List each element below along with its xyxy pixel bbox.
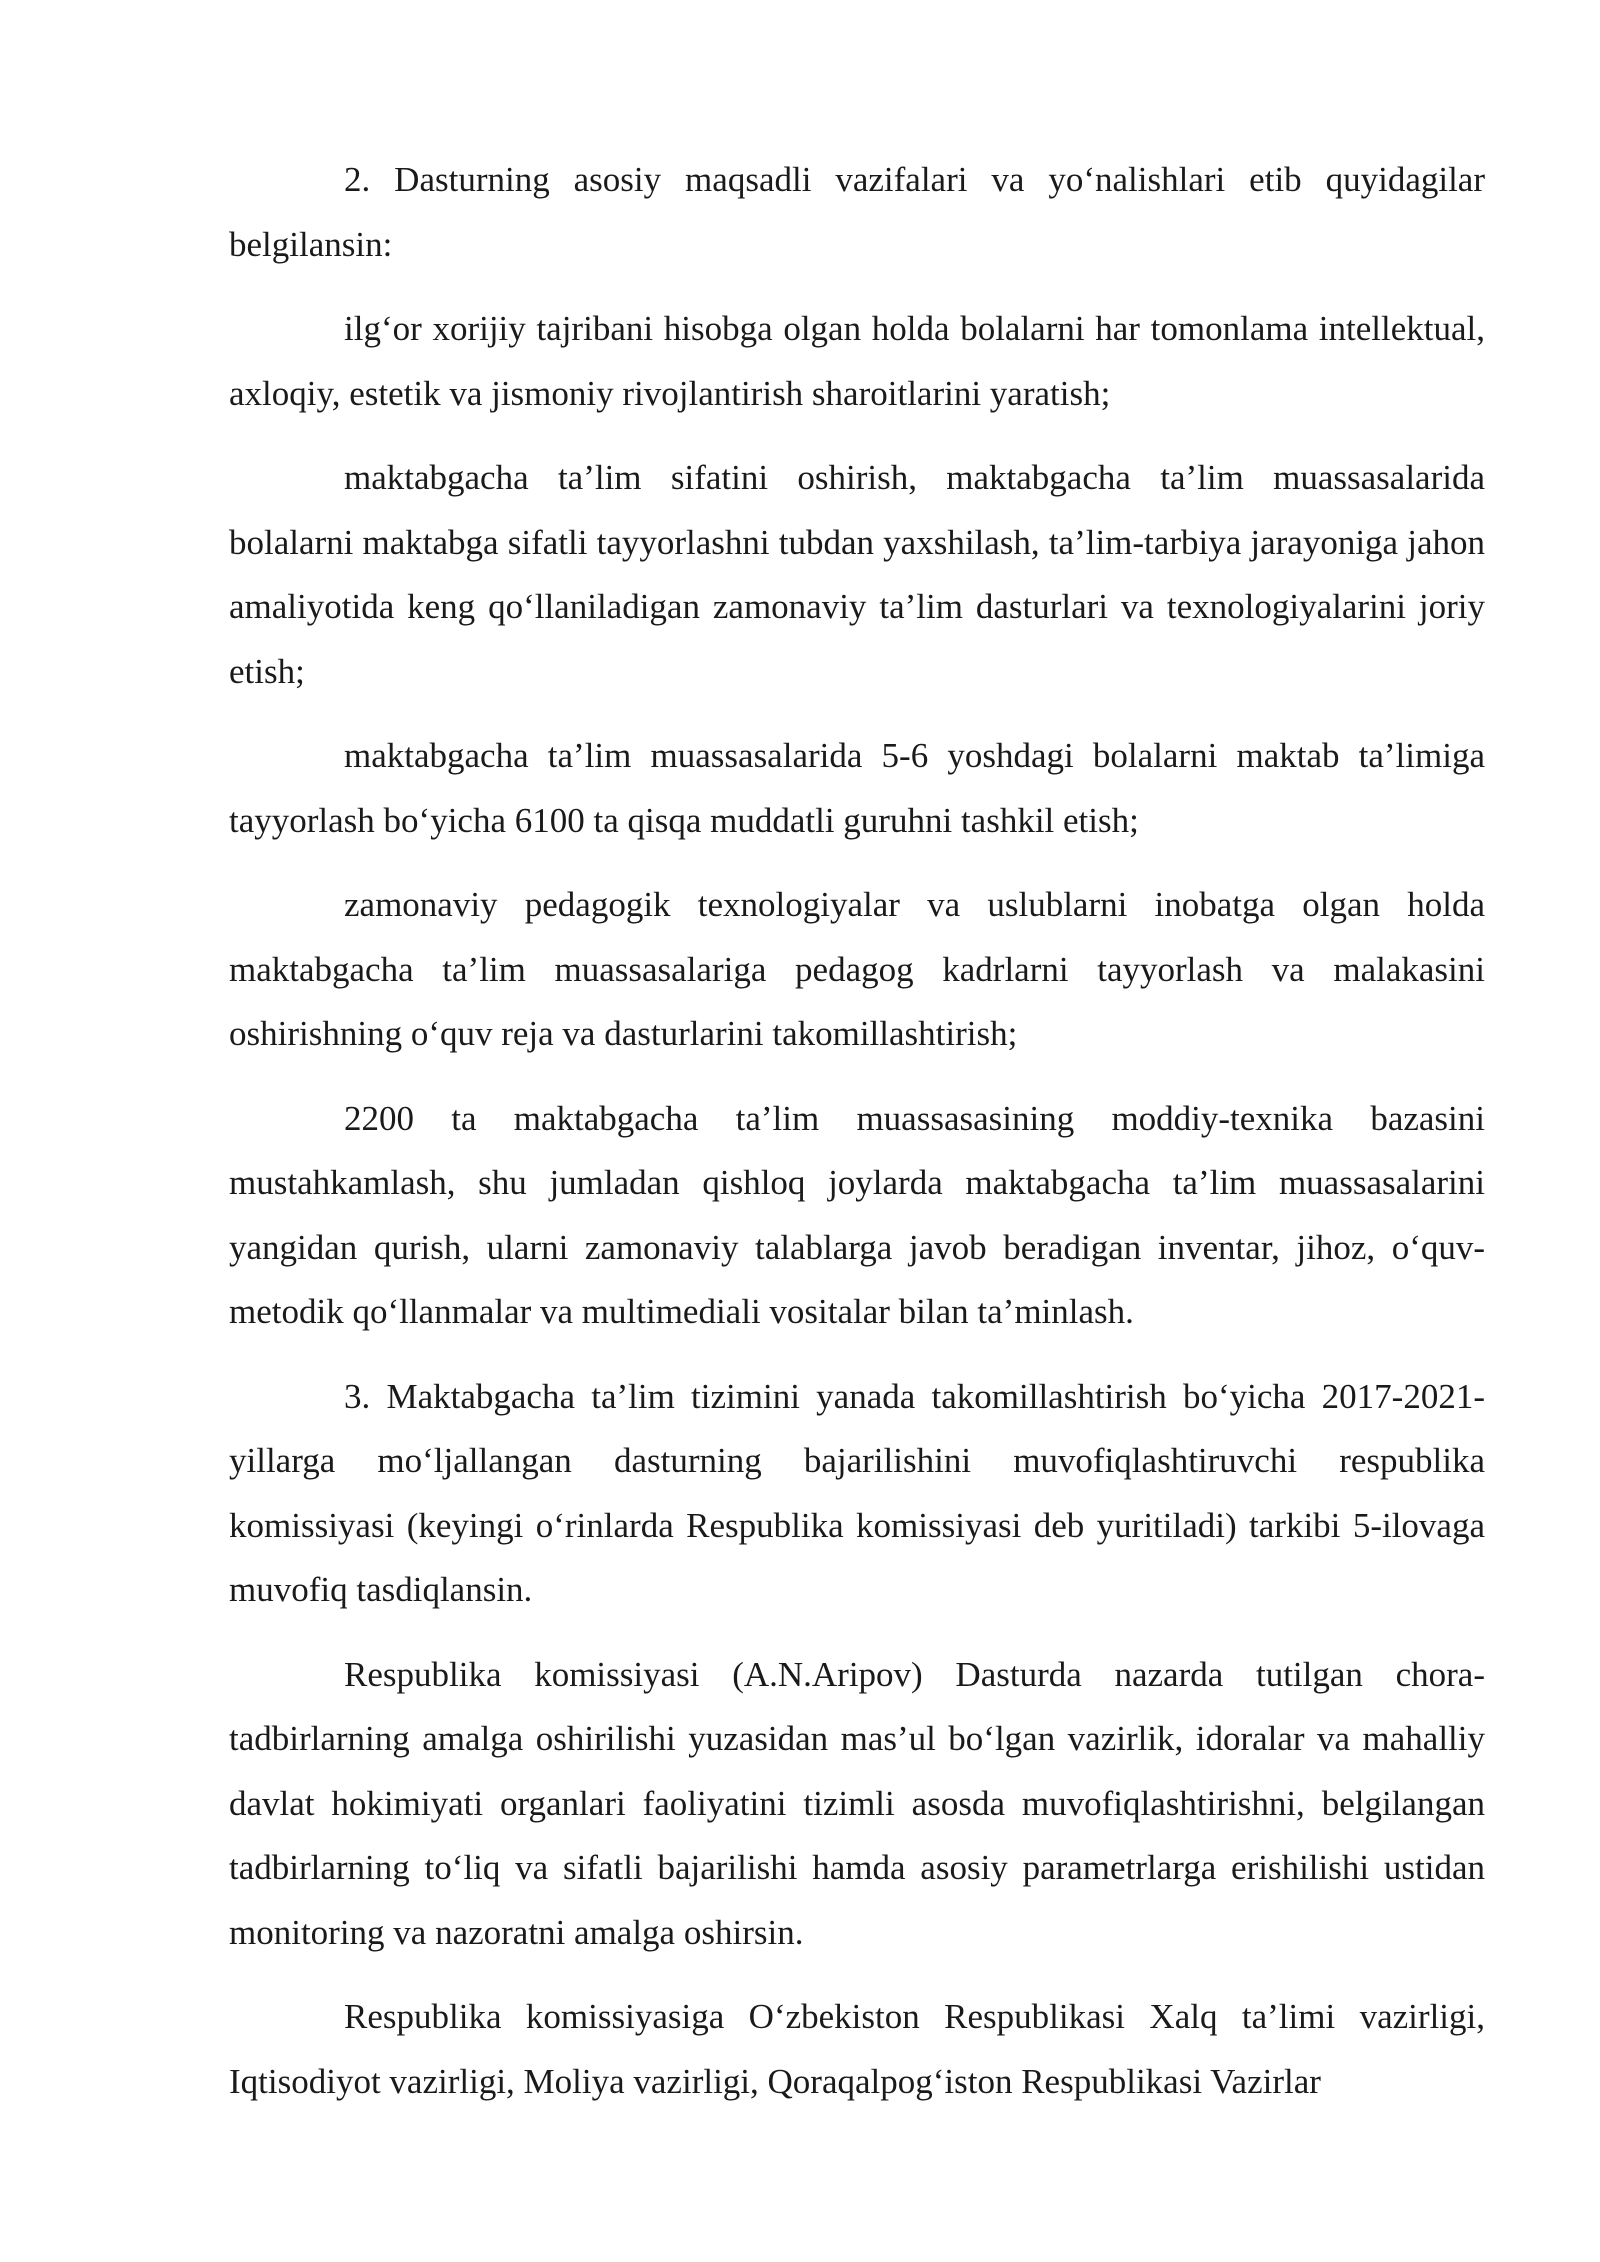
paragraph-quality-improvement: maktabgacha ta’lim sifatini oshirish, maktabgacha ta’lim muassasalarida bolalarni maktabga sifatli tayyorlashni tubdan yaxshilash, ta’lim-tarbiya jarayoniga jahon amaliyotida keng qo‘llaniladigan zamonaviy ta’lim dasturlari va texnologiyalarini joriy etish; [229, 458, 1485, 691]
paragraph-material-base: 2200 ta maktabgacha ta’lim muassasasining moddiy-texnika bazasini mustahkamlash, shu jumladan qishloq joylarda maktabgacha ta’lim muassasalarini yangidan qurish, ularni zamonaviy talablarga javob beradigan inventar, jihoz, o‘quv-metodik qo‘llanmalar va multimediali vositalar bilan ta’minlash. [229, 1098, 1485, 1331]
document-page [229, 148, 1485, 2134]
paragraph-item-2-intro: 2. Dasturning asosiy maqsadli vazifalari va yo‘nalishlari etib quyidagilar belgilansin: [229, 160, 1485, 264]
paragraph-teacher-training: zamonaviy pedagogik texnologiyalar va uslublarni inobatga olgan holda maktabgacha ta’lim muassasalariga pedagog kadrlarni tayyorlash va malakasini oshirishning o‘quv reja va dasturlarini takomillashtirish; [229, 885, 1485, 1053]
paragraph-development-conditions: ilg‘or xorijiy tajribani hisobga olgan holda bolalarni har tomonlama intellektual, axloqiy, estetik va jismoniy rivojlantirish sharoitlarini yaratish; [229, 309, 1485, 413]
paragraph-short-term-groups: maktabgacha ta’lim muassasalarida 5-6 yoshdagi bolalarni maktab ta’limiga tayyorlash bo‘yicha 6100 ta qisqa muddatli guruhni tashkil etish; [229, 736, 1485, 840]
paragraph-commission-members: Respublika komissiyasiga O‘zbekiston Respublikasi Xalq ta’limi vazirligi, Iqtisodiyot vazirligi, Moliya vazirligi, Qoraqalpog‘iston Respublikasi Vazirlar [229, 1997, 1485, 2101]
paragraph-commission-duties: Respublika komissiyasi (A.N.Aripov) Dasturda nazarda tutilgan chora-tadbirlarning amalga oshirilishi yuzasidan mas’ul bo‘lgan vazirlik, idoralar va mahalliy davlat hokimiyati organlari faoliyatini tizimli asosda muvofiqlashtirishni, belgilangan tadbirlarning to‘liq va sifatli bajarilishi hamda asosiy parametrlarga erishilishi ustidan monitoring va nazoratni amalga oshirsin. [229, 1654, 1485, 1952]
paragraph-item-3-commission: 3. Maktabgacha ta’lim tizimini yanada takomillashtirish bo‘yicha 2017-2021-yillarga mo‘ljallangan dasturning bajarilishini muvofiqlashtiruvchi respublika komissiyasi (keyingi o‘rinlarda Respublika komissiyasi deb yuritiladi) tarkibi 5-ilovaga muvofiq tasdiqlansin. [229, 1376, 1485, 1609]
